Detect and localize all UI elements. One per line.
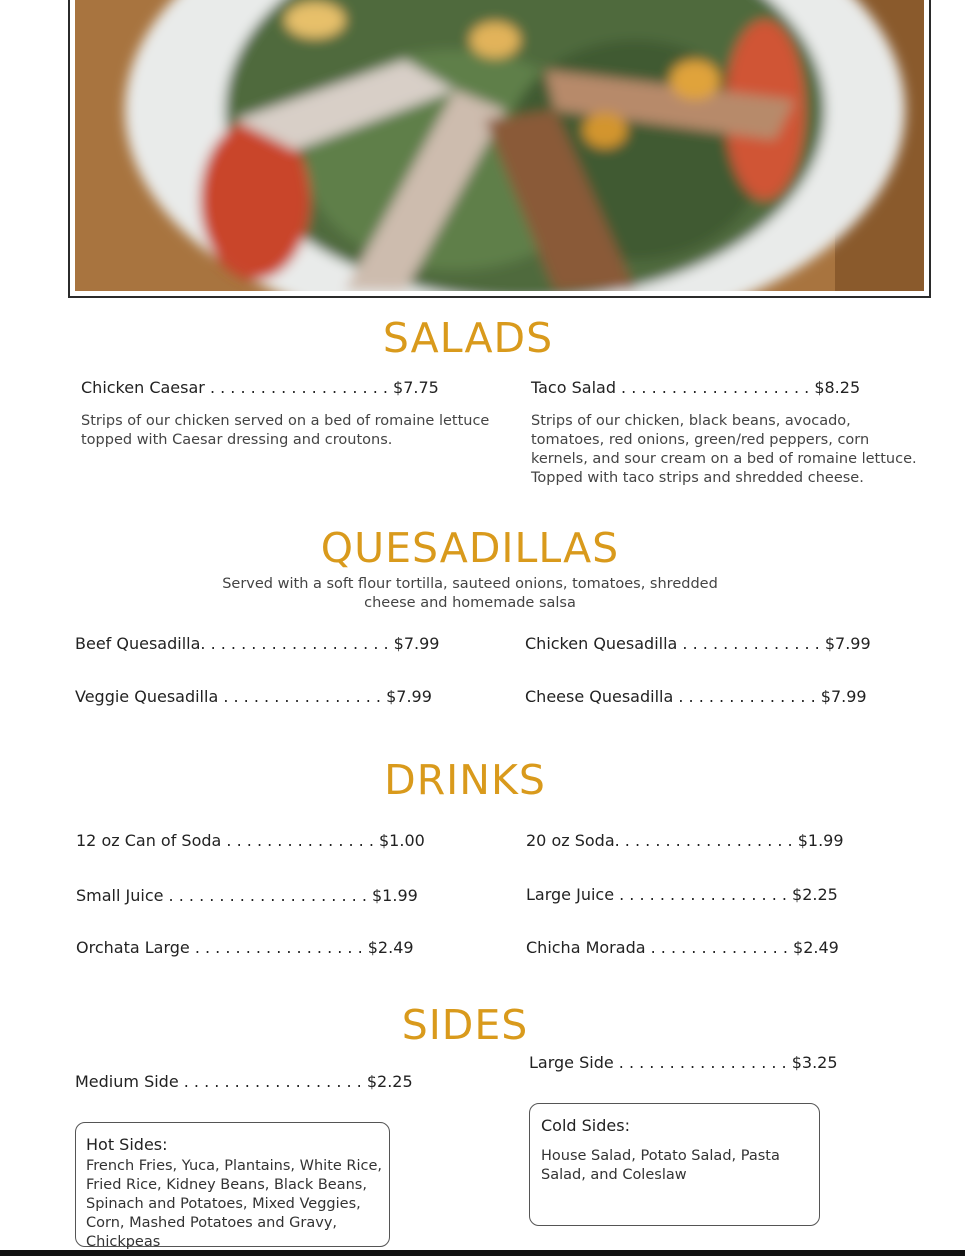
- quesadilla-item-veggie: Veggie Quesadilla . . . . . . . . . . . . . . . . $7.99: [75, 687, 432, 706]
- cold-sides-list: House Salad, Potato Salad, Pasta Salad, and Coleslaw: [541, 1148, 780, 1183]
- drinks-heading: DRINKS: [384, 756, 546, 804]
- salad-photo-illustration: [75, 0, 924, 291]
- drink-item-12oz-can-soda: 12 oz Can of Soda . . . . . . . . . . . . . . . $1.00: [76, 831, 425, 850]
- hot-sides-title: Hot Sides:: [86, 1135, 168, 1154]
- salad-desc-chicken-caesar: Strips of our chicken served on a bed of romaine lettuce topped with Caesar dressing and croutons.: [81, 413, 490, 448]
- side-item-medium: Medium Side . . . . . . . . . . . . . . . . . . $2.25: [75, 1072, 413, 1091]
- drink-item-20oz-soda: 20 oz Soda. . . . . . . . . . . . . . . . . . $1.99: [526, 831, 844, 850]
- hot-sides-box: [75, 1122, 390, 1250]
- salad-item-taco-salad: Taco Salad . . . . . . . . . . . . . . . . . . . $8.25: [531, 378, 861, 397]
- sides-heading: SIDES: [401, 1001, 529, 1049]
- salad-photo: [75, 0, 924, 291]
- hero-frame: [68, 0, 931, 298]
- quesadillas-subtitle: Served with a soft flour tortilla, sauteed onions, tomatoes, shredded cheese and homemade salsa: [222, 576, 718, 611]
- bottom-divider: [0, 1250, 965, 1256]
- drink-item-large-juice: Large Juice . . . . . . . . . . . . . . . . . $2.25: [526, 885, 838, 904]
- quesadilla-item-beef: Beef Quesadilla. . . . . . . . . . . . . . . . . . . $7.99: [75, 634, 440, 653]
- quesadilla-item-cheese: Cheese Quesadilla . . . . . . . . . . . . . . $7.99: [525, 687, 867, 706]
- salad-item-chicken-caesar: Chicken Caesar . . . . . . . . . . . . . . . . . . $7.75: [81, 378, 439, 397]
- hot-sides-list: French Fries, Yuca, Plantains, White Rice, Fried Rice, Kidney Beans, Black Beans, Spinach and Potatoes, Mixed Veggies, Corn, Mashed Potatoes and Gravy, Chickpeas: [86, 1158, 383, 1250]
- drink-item-orchata-large: Orchata Large . . . . . . . . . . . . . . . . . $2.49: [76, 938, 414, 957]
- salad-desc-taco-salad: Strips of our chicken, black beans, avocado, tomatoes, red onions, green/red peppers, corn kernels, and sour cream on a bed of romaine lettuce. Topped with taco strips and shredded cheese.: [531, 413, 917, 486]
- drink-item-chicha-morada: Chicha Morada . . . . . . . . . . . . . . $2.49: [526, 938, 839, 957]
- salads-heading: SALADS: [382, 314, 554, 362]
- cold-sides-title: Cold Sides:: [541, 1116, 630, 1135]
- quesadilla-item-chicken: Chicken Quesadilla . . . . . . . . . . . . . . $7.99: [525, 634, 871, 653]
- cold-sides-box: [529, 1103, 820, 1226]
- drink-item-small-juice: Small Juice . . . . . . . . . . . . . . . . . . . . $1.99: [76, 886, 418, 905]
- side-item-large: Large Side . . . . . . . . . . . . . . . . . $3.25: [529, 1053, 838, 1072]
- quesadillas-heading: QUESADILLAS: [320, 524, 620, 572]
